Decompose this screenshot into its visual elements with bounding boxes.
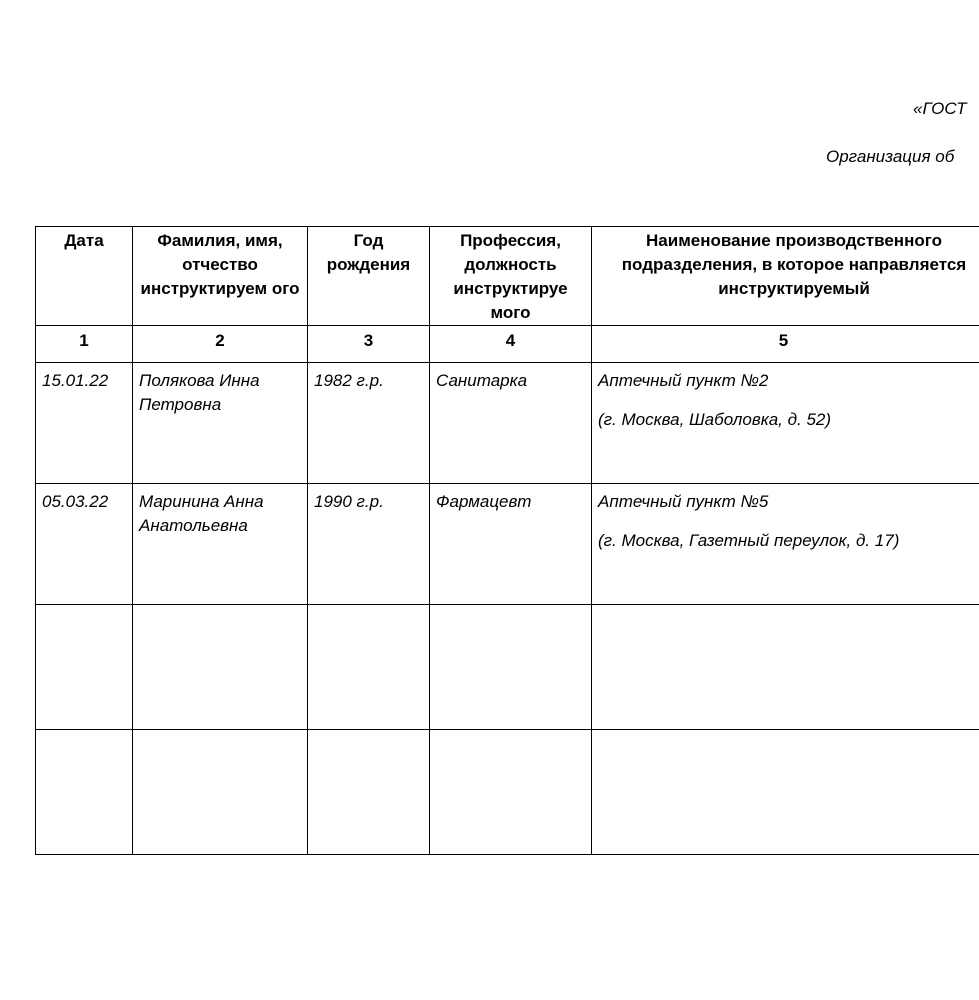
name-line: Полякова Инна (139, 371, 260, 390)
table-row-empty (36, 730, 979, 855)
empty-cell (592, 730, 979, 855)
cell-date: 15.01.22 (36, 363, 133, 484)
empty-cell (133, 730, 308, 855)
empty-cell (430, 605, 592, 730)
empty-cell (430, 730, 592, 855)
cell-name (133, 363, 308, 484)
cell-position: Санитарка (430, 363, 592, 484)
table-row (36, 484, 979, 605)
column-header-name: Фамилия, имя, отчество инструктируем ого (133, 227, 308, 326)
cell-name (133, 484, 308, 605)
unit-address: (г. Москва, Шаболовка, д. 52) (598, 410, 832, 429)
empty-cell (308, 605, 430, 730)
cell-birth-year: 1990 г.р. (308, 484, 430, 605)
column-header-position: Профессия, должность инструктируе мого (430, 227, 592, 326)
organization-line-fragment: Организация об (826, 147, 955, 166)
document-title-fragment: «ГОСТ (913, 99, 967, 118)
column-number: 2 (133, 326, 308, 363)
empty-cell (592, 605, 979, 730)
unit-name: Аптечный пункт №5 (598, 492, 769, 511)
name-line: Анатольевна (139, 516, 248, 535)
unit-name: Аптечный пункт №2 (598, 371, 769, 390)
empty-cell (133, 605, 308, 730)
cell-unit (592, 363, 979, 484)
column-number: 1 (36, 326, 133, 363)
column-number: 4 (430, 326, 592, 363)
column-header-birth-year: Год рождения (308, 227, 430, 326)
column-number: 5 (592, 326, 979, 363)
cell-position: Фармацевт (430, 484, 592, 605)
empty-cell (36, 730, 133, 855)
column-header-date: Дата (36, 227, 133, 326)
table-header-row (36, 227, 979, 326)
table-row (36, 363, 979, 484)
column-number: 3 (308, 326, 430, 363)
column-header-unit: Наименование производственного подразделения, в которое направляется инструктируемый (592, 227, 979, 326)
empty-cell (36, 605, 133, 730)
table-row-empty (36, 605, 979, 730)
cell-date: 05.03.22 (36, 484, 133, 605)
unit-address: (г. Москва, Газетный переулок, д. 17) (598, 531, 900, 550)
name-line: Петровна (139, 395, 222, 414)
name-line: Маринина Анна (139, 492, 264, 511)
cell-birth-year: 1982 г.р. (308, 363, 430, 484)
cell-unit (592, 484, 979, 605)
empty-cell (308, 730, 430, 855)
briefing-journal-table (35, 226, 979, 855)
column-number-row (36, 326, 979, 363)
